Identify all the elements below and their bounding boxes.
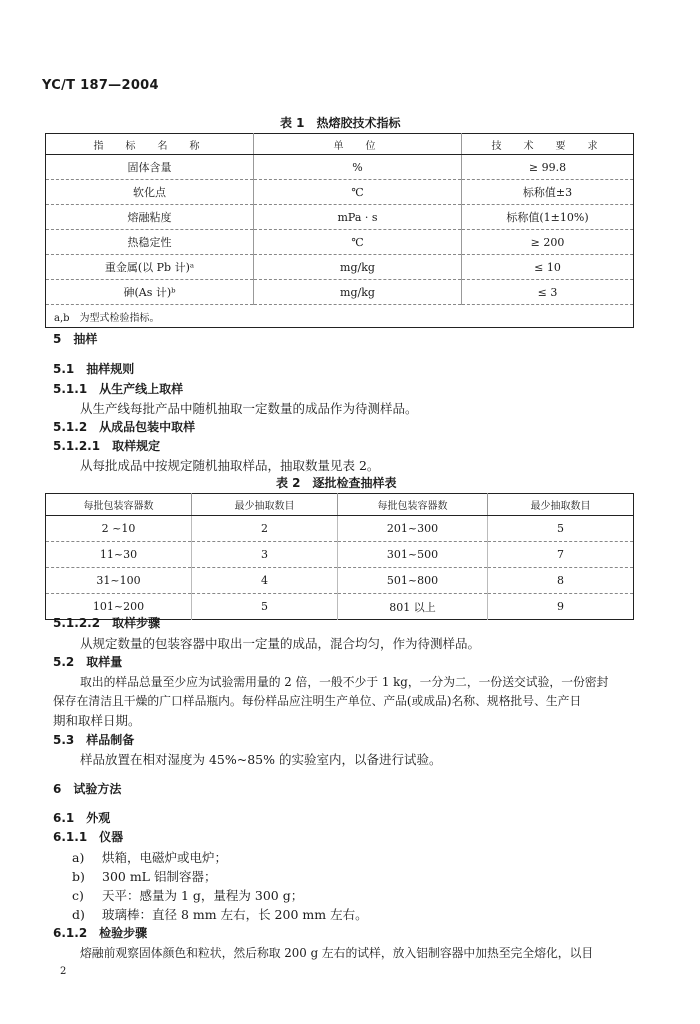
table-cell: 3 (192, 542, 338, 568)
table-cell: 7 (488, 542, 634, 568)
table-cell: 9 (557, 600, 564, 613)
table-cell: ≥ 200 (462, 230, 634, 255)
table-cell: 标称值±3 (462, 180, 634, 205)
table-cell: 201~300 (338, 516, 488, 542)
table-cell: 31~100 (46, 568, 192, 594)
table-row (46, 155, 634, 180)
table2-col-header: 最少抽取数目 (488, 494, 634, 516)
table-row (46, 180, 634, 205)
table-cell: 8 (488, 568, 634, 594)
table-cell: 砷(As 计)ᵇ (46, 280, 254, 305)
table-cell: 2 (192, 516, 338, 542)
table-cell: 2 ~10 (46, 516, 192, 542)
table-row (46, 205, 634, 230)
table2-col-header: 每批包装容器数 (338, 494, 488, 516)
table-cell: 4 (192, 568, 338, 594)
table1-caption: 表 1 热熔胶技术指标 (280, 116, 401, 130)
paragraph-5-3: 样品放置在相对湿度为 45%~85% 的实验室内，以备进行试验。 (80, 752, 442, 767)
paragraph-5-2-line: 期和取样日期。 (53, 713, 141, 728)
table2-caption: 表 2 逐批检查抽样表 (276, 476, 397, 490)
list-item: c) 天平：感量为 1 g，量程为 300 g； (72, 888, 304, 903)
list-item: d) 玻璃棒：直径 8 mm 左右，长 200 mm 左右。 (72, 907, 368, 922)
table2-col-header: 每批包装容器数 (46, 494, 192, 516)
table-cell: ≤ 10 (462, 255, 634, 280)
page-number: 2 (60, 966, 67, 977)
section-5-1-heading: 5.1 抽样规则 (53, 362, 135, 376)
section-5-1-2-1-heading: 5.1.2.1 取样规定 (53, 439, 161, 453)
table-cell: 801 以上 (338, 594, 488, 620)
table-cell: 11~30 (46, 542, 192, 568)
paragraph-5-1-2-1: 从每批成品中按规定随机抽取样品，抽取数量见表 2。 (80, 458, 380, 473)
table1-header-row (46, 134, 634, 155)
table-cell: mPa · s (254, 205, 462, 230)
standard-number: YC/T 187—2004 (42, 78, 159, 93)
table-row (46, 280, 634, 305)
paragraph-5-1-1: 从生产线每批产品中随机抽取一定数量的成品作为待测样品。 (80, 401, 418, 416)
paragraph-6-1-2: 熔融前观察固体颜色和粒状，然后称取 200 g 左右的试样，放入铝制容器中加热至完全熔化，以目 (80, 946, 594, 960)
table1-col-header: 单 位 (254, 134, 462, 155)
table-cell: ℃ (254, 180, 462, 205)
table-row (46, 230, 634, 255)
list-item: a) 烘箱，电磁炉或电炉； (72, 850, 228, 865)
table1-tech-indicators (45, 133, 634, 328)
paragraph-5-1-2-2: 从规定数量的包装容器中取出一定量的成品，混合均匀，作为待测样品。 (80, 636, 481, 651)
paragraph-5-2-line: 保存在清洁且干燥的广口样品瓶内。每份样品应注明生产单位、产品(或成品)名称、规格批号、生产日 (53, 694, 582, 708)
table-row (46, 516, 634, 542)
table-cell: 固体含量 (46, 155, 254, 180)
table-cell: 软化点 (46, 180, 254, 205)
section-6-heading: 6 试验方法 (53, 782, 122, 796)
table-cell: 5 (488, 516, 634, 542)
section-5-3-heading: 5.3 样品制备 (53, 733, 135, 747)
section-5-1-1-heading: 5.1.1 从生产线上取样 (53, 382, 184, 396)
table-cell: 标称值(1±10%) (462, 205, 634, 230)
paragraph-5-2-line: 取出的样品总量至少应为试验需用量的 2 倍，一般不少于 1 kg，一分为二，一份送交试验，一份密封 (80, 675, 609, 689)
table1-note: a,b 为型式检验指标。 (54, 312, 160, 324)
table-cell: 501~800 (338, 568, 488, 594)
table-cell: ≥ 99.8 (462, 155, 634, 180)
section-5-2-heading: 5.2 取样量 (53, 655, 123, 669)
table-cell: 熔融粘度 (46, 205, 254, 230)
table-cell: mg/kg (254, 280, 462, 305)
table-cell: % (254, 155, 462, 180)
table-row (46, 542, 634, 568)
table1-col-header: 技 术 要 求 (462, 134, 634, 155)
section-6-1-2-heading: 6.1.2 检验步骤 (53, 926, 148, 940)
table-cell: ≤ 3 (462, 280, 634, 305)
table2-sampling (45, 493, 634, 620)
table2-header-row (46, 494, 634, 516)
section-5-1-2-heading: 5.1.2 从成品包装中取样 (53, 420, 196, 434)
table-cell: 101~200 (46, 594, 192, 620)
section-5-heading: 5 抽样 (53, 332, 98, 346)
section-6-1-heading: 6.1 外观 (53, 811, 111, 825)
table-row (46, 568, 634, 594)
table-row (46, 255, 634, 280)
section-6-1-1-heading: 6.1.1 仪器 (53, 830, 124, 844)
table-cell: mg/kg (254, 255, 462, 280)
table-cell: ℃ (254, 230, 462, 255)
table2-col-header: 最少抽取数目 (192, 494, 338, 516)
table-cell: 5 (192, 594, 338, 620)
table-cell: 热稳定性 (46, 230, 254, 255)
table1-col-header: 指 标 名 称 (46, 134, 254, 155)
table-cell: 301~500 (338, 542, 488, 568)
section-5-1-2-2-heading: 5.1.2.2 取样步骤 (53, 616, 161, 630)
table1-note-row (46, 305, 634, 328)
list-item: b) 300 mL 铝制容器； (72, 869, 217, 884)
table-cell: 重金属(以 Pb 计)ᵃ (46, 255, 254, 280)
